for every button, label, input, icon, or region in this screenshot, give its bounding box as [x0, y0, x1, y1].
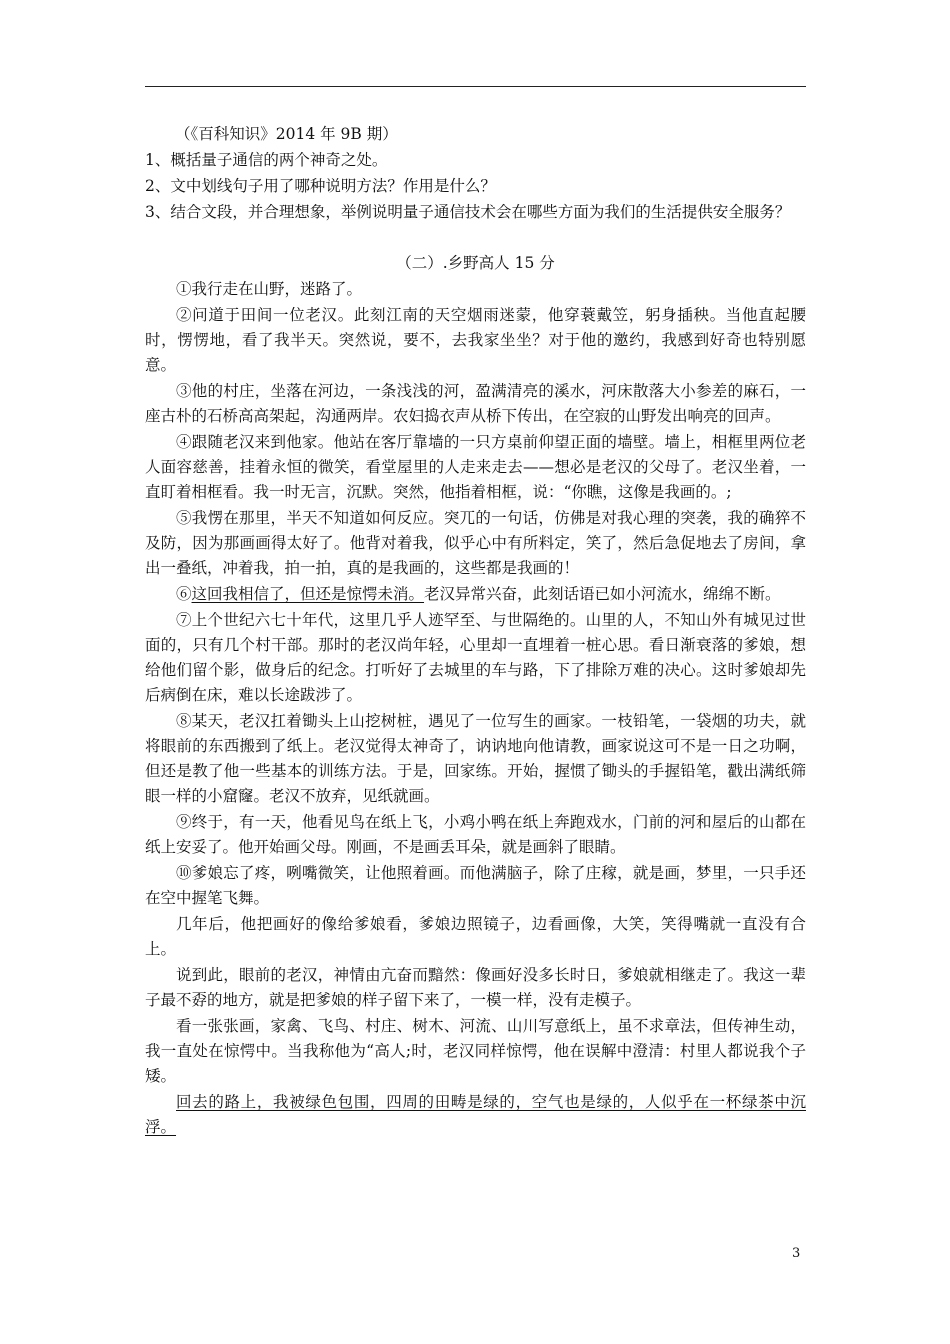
page-number: 3	[792, 1246, 801, 1261]
question-2: 2、文中划线句子用了哪种说明方法？作用是什么？	[145, 177, 496, 195]
document-body	[145, 122, 806, 1141]
paragraph-1: ①我行走在山野，迷路了。	[176, 280, 363, 298]
paragraph-9: ⑨终于，有一天，他看见鸟在纸上飞，小鸡小鸭在纸上奔跑戏水，门前的河和屋后的山都在纸上安妥了。他开始画父母。刚画，不是画丢耳朵，就是画斜了眼睛。	[145, 813, 806, 856]
paragraph-6	[145, 582, 806, 607]
spacer	[145, 226, 806, 251]
header-rule	[145, 86, 806, 87]
paragraph-6-number: ⑥	[176, 585, 192, 603]
paragraph-13: 看一张张画，家禽、飞鸟、村庄、树木、河流、山川写意纸上，虽不求章法，但传神生动，我一直处在惊愕中。当我称他为“高人;时，老汉同样惊愕，他在误解中澄清：村里人都说我个子矮。	[145, 1017, 806, 1085]
paragraph-6-rest: 老汉异常兴奋，此刻话语已如小河流水，绵绵不断。	[424, 585, 781, 603]
paragraph-5: ⑤我愣在那里，半天不知道如何反应。突兀的一句话，仿佛是对我心理的突袭，我的确猝不及防，因为那画画得太好了。他背对着我，似乎心中有所料定，笑了，然后急促地去了房间，拿出一叠纸，冲着我，拍一拍，真的是我画的，这些都是我画的！	[145, 509, 806, 577]
underlined-sentence: 这回我相信了，但还是惊愕未消。	[191, 585, 425, 603]
paragraph-2: ②问道于田间一位老汉。此刻江南的天空烟雨迷蒙，他穿蓑戴笠，躬身插秧。当他直起腰时，愣愣地，看了我半天。突然说，要不，去我家坐坐？对于他的邀约，我感到好奇也特别愿意。	[145, 306, 806, 374]
question-1: 1、概括量子通信的两个神奇之处。	[145, 151, 388, 169]
source-citation: （《百科知识》2014 年 9B 期）	[175, 125, 398, 143]
paragraph-4: ④跟随老汉来到他家。他站在客厅靠墙的一只方桌前仰望正面的墙壁。墙上，相框里两位老人面容慈善，挂着永恒的微笑，看堂屋里的人走来走去——想必是老汉的父母了。老汉坐着，一直盯着相框看。我一时无言，沉默。突然，他指着相框，说：“你瞧，这像是我画的。;	[145, 433, 806, 501]
paragraph-7: ⑦上个世纪六七十年代，这里几乎人迹罕至、与世隔绝的。山里的人，不知山外有城见过世面的，只有几个村干部。那时的老汉尚年轻，心里却一直埋着一桩心思。看日渐衰落的爹娘，想给他们留个影，做身后的纪念。打听好了去城里的车与路，下了排除万难的决心。这时爹娘却先后病倒在床，难以长途跋涉了。	[145, 611, 806, 704]
paragraph-8: ⑧某天，老汉扛着锄头上山挖树桩，遇见了一位写生的画家。一枝铅笔，一袋烟的功夫，就将眼前的东西搬到了纸上。老汉觉得太神奇了，讷讷地向他请教，画家说这可不是一日之功啊，但还是教了他一些基本的训练方法。于是，回家练。开始，握惯了锄头的手握铅笔，戳出满纸筛眼一样的小窟窿。老汉不放弃，见纸就画。	[145, 712, 806, 805]
final-paragraph	[145, 1090, 806, 1140]
paragraph-10: ⑩爹娘忘了疼，咧嘴微笑，让他照着画。而他满脑子，除了庄稼，就是画，梦里，一只手还在空中握笔飞舞。	[145, 864, 806, 907]
paragraph-3: ③他的村庄，坐落在河边，一条浅浅的河，盈满清亮的溪水，河床散落大小参差的麻石，一座古朴的石桥高高架起，沟通两岸。农妇捣衣声从桥下传出，在空寂的山野发出响亮的回声。	[145, 382, 806, 425]
paragraph-11: 几年后，他把画好的像给爹娘看，爹娘边照镜子，边看画像，大笑，笑得嘴就一直没有合上。	[145, 915, 806, 958]
question-3: 3、结合文段，并合理想象，举例说明量子通信技术会在哪些方面为我们的生活提供安全服务？	[145, 203, 791, 221]
final-underlined-sentence: 回去的路上，我被绿色包围，四周的田畴是绿的，空气也是绿的，人似乎在一杯绿茶中沉浮。	[145, 1093, 806, 1136]
section-heading: （二）.乡野高人 15 分	[396, 254, 555, 272]
paragraph-12: 说到此，眼前的老汉，神情由亢奋而黯然：像画好没多长时日，爹娘就相继走了。我这一辈子最不孬的地方，就是把爹娘的样子留下来了，一模一样，没有走模子。	[145, 966, 806, 1009]
